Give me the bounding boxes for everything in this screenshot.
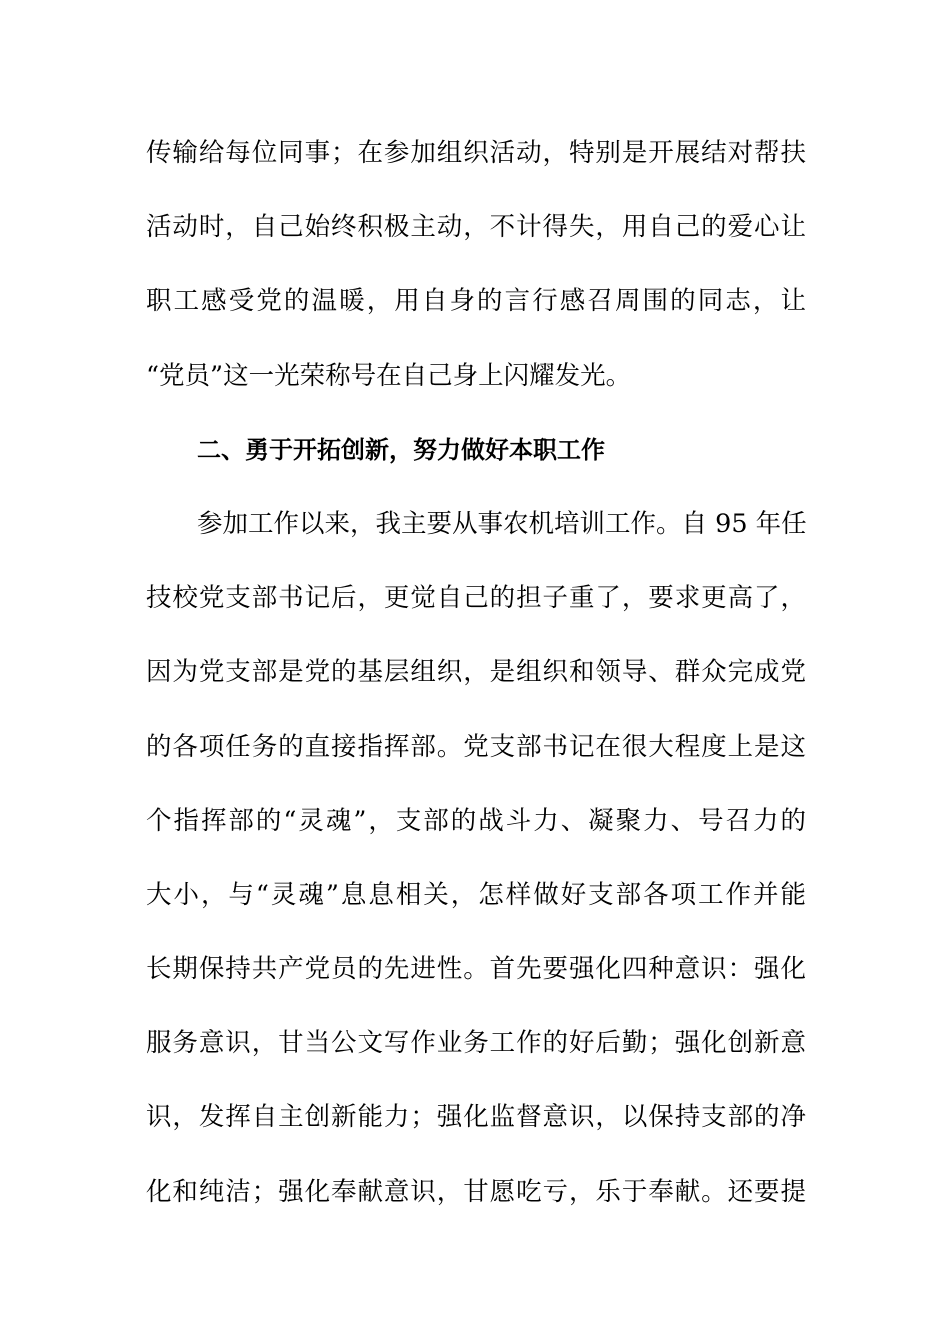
text-line-15: 化和纯洁；强化奉献意识，甘愿吃亏，乐于奉献。还要提: [146, 1176, 806, 1207]
text-line-8: 因为党支部是党的基层组织，是组织和领导、群众完成党: [146, 657, 806, 688]
text-line-10: 个指挥部的“灵魂”，支部的战斗力、凝聚力、号召力的: [146, 805, 806, 836]
text-line-9: 的各项任务的直接指挥部。党支部书记在很大程度上是这: [146, 731, 806, 762]
text-line-14: 识，发挥自主创新能力；强化监督意识，以保持支部的净: [146, 1102, 806, 1133]
text-line-1: 传输给每位同事；在参加组织活动，特别是开展结对帮扶: [146, 138, 806, 168]
text-line-12: 长期保持共产党员的先进性。首先要强化四种意识：强化: [146, 954, 806, 985]
text-line-6: 参加工作以来，我主要从事农机培训工作。自 95 年任: [197, 508, 807, 539]
section-heading: 二、勇于开拓创新，努力做好本职工作: [197, 435, 605, 464]
text-line-2: 活动时，自己始终积极主动，不计得失，用自己的爱心让: [146, 212, 806, 243]
text-line-4: “党员”这一光荣称号在自己身上闪耀发光。: [146, 360, 632, 391]
text-line-13: 服务意识，甘当公文写作业务工作的好后勤；强化创新意: [146, 1028, 806, 1059]
text-line-3: 职工感受党的温暖，用自身的言行感召周围的同志，让: [146, 286, 806, 317]
text-line-7: 技校党支部书记后，更觉自己的担子重了，要求更高了，: [146, 583, 806, 614]
document-body: [146, 130, 806, 1243]
text-line-11: 大小，与“灵魂”息息相关，怎样做好支部各项工作并能: [146, 879, 806, 910]
